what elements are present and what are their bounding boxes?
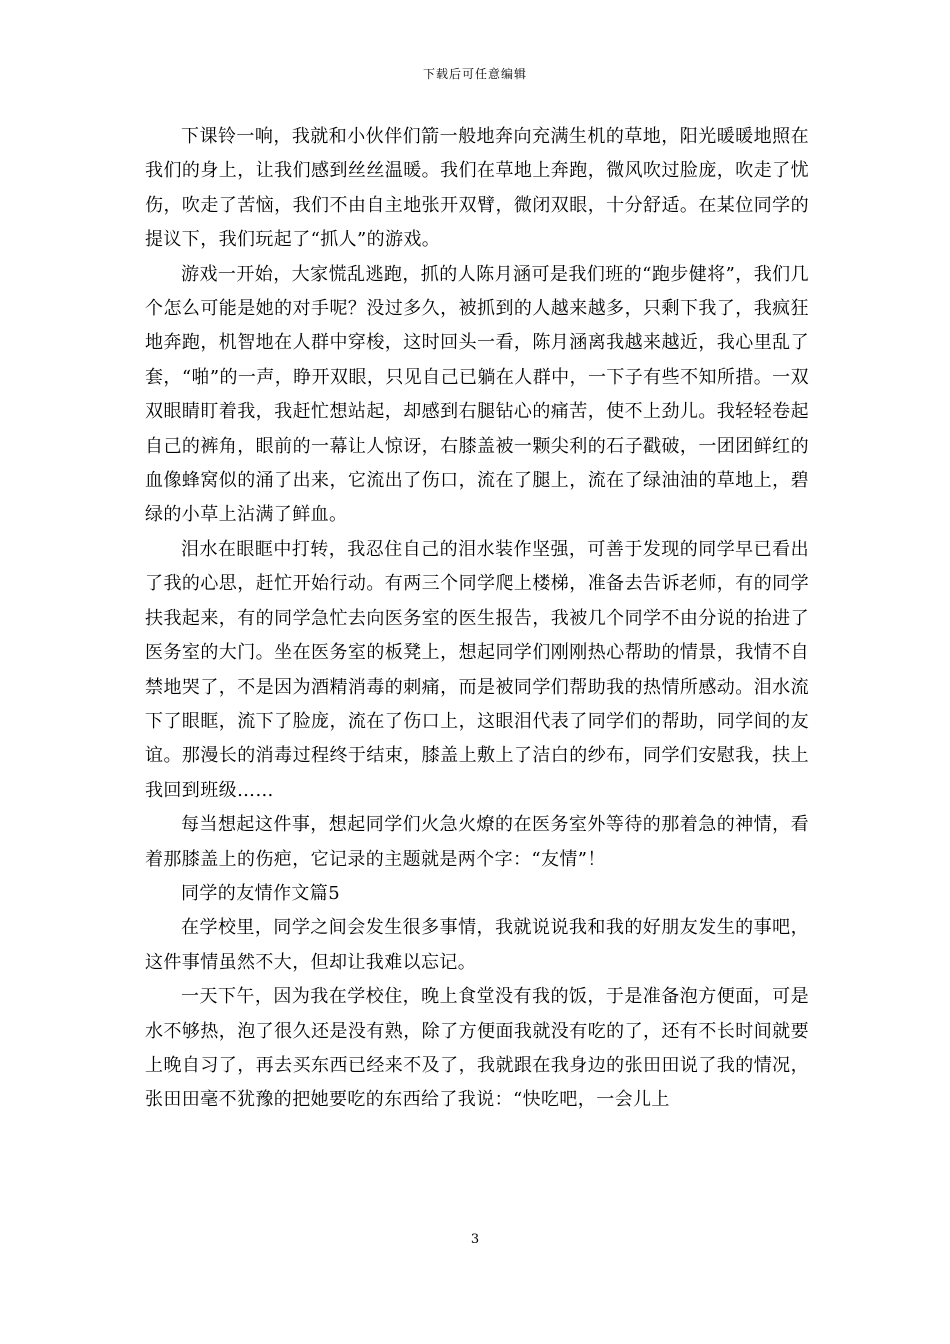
paragraph-1: 下课铃一响，我就和小伙伴们箭一般地奔向充满生机的草地，阳光暖暖地照在我们的身上，让我们感到丝丝温暖。我们在草地上奔跑，微风吹过脸庞，吹走了忧伤，吹走了苦恼，我们不由自主地张开双臂，微闭双眼，十分舒适。在某位同学的提议下，我们玩起了“抓人”的游戏。 xyxy=(145,126,809,251)
document-body xyxy=(145,120,809,1118)
page-number: 3 xyxy=(470,1232,480,1247)
paragraph-5: 在学校里，同学之间会发生很多事情，我就说说我和我的好朋友发生的事吧，这件事情虽然不大，但却让我难以忘记。 xyxy=(145,917,809,973)
section-heading: 同学的友情作文篇5 xyxy=(181,882,341,904)
paragraph-2: 游戏一开始，大家慌乱逃跑，抓的人陈月涵可是我们班的“跑步健将”，我们几个怎么可能是她的对手呢？没过多久，被抓到的人越来越多，只剩下我了，我疯狂地奔跑，机智地在人群中穿梭，这时回头一看，陈月涵离我越来越近，我心里乱了套，“啪”的一声，睁开双眼，只见自己已躺在人群中，一下子有些不知所措。一双双眼睛盯着我，我赶忙想站起，却感到右腿钻心的痛苦，使不上劲儿。我轻轻卷起自己的裤角，眼前的一幕让人惊讶，右膝盖被一颗尖利的石子戳破，一团团鲜红的血像蜂窝似的涌了出来，它流出了伤口，流在了腿上，流在了绿油油的草地上，碧绿的小草上沾满了鲜血。 xyxy=(145,263,809,526)
paragraph-3: 泪水在眼眶中打转，我忍住自己的泪水装作坚强，可善于发现的同学早已看出了我的心思，赶忙开始行动。有两三个同学爬上楼梯，准备去告诉老师，有的同学扶我起来，有的同学急忙去向医务室的医生报告，我被几个同学不由分说的抬进了医务室的大门。坐在医务室的板凳上，想起同学们刚刚热心帮助的情景，我情不自禁地哭了，不是因为酒精消毒的刺痛，而是被同学们帮助我的热情所感动。泪水流下了眼眶，流下了脸庞，流在了伤口上，这眼泪代表了同学们的帮助，同学间的友谊。那漫长的消毒过程终于结束，膝盖上敷上了洁白的纱布，同学们安慰我，扶上我回到班级…… xyxy=(145,538,809,801)
paragraph-6: 一天下午，因为我在学校住，晚上食堂没有我的饭，于是准备泡方便面，可是水不够热，泡了很久还是没有熟，除了方便面我就没有吃的了，还有不长时间就要上晚自习了，再去买东西已经来不及了，我就跟在我身边的张田田说了我的情况，张田田毫不犹豫的把她要吃的东西给了我说：“快吃吧，一会儿上 xyxy=(145,986,809,1111)
page-header: 下载后可任意编辑 xyxy=(422,67,527,81)
paragraph-4: 每当想起这件事，想起同学们火急火燎的在医务室外等待的那着急的神情，看着那膝盖上的伤疤，它记录的主题就是两个字：“友情”！ xyxy=(145,814,809,870)
